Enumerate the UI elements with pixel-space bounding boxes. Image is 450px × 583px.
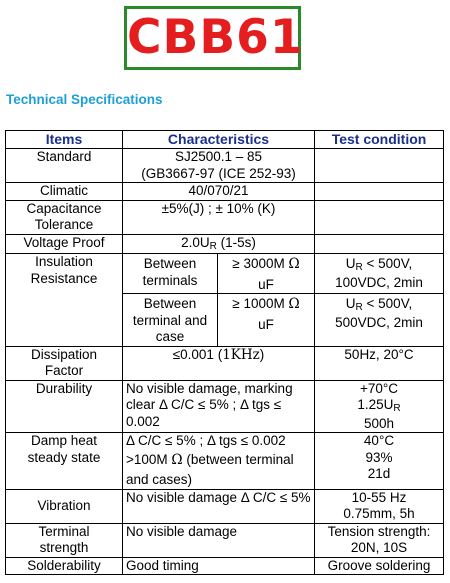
characteristics-cell: Good timing <box>123 557 315 575</box>
table-header-row <box>6 131 444 149</box>
item-line: Dissipation <box>30 346 98 362</box>
header-items: Items <box>6 131 123 149</box>
char-text: 1KHz <box>222 346 260 363</box>
test-cell <box>315 183 444 201</box>
characteristics-cell: No visible damage Δ C/C ≤ 5% <box>123 489 315 523</box>
item-cell <box>6 346 123 380</box>
test-line: 93% <box>365 449 393 465</box>
item-label: Standard <box>36 149 92 164</box>
item-line: Insulation <box>35 254 93 269</box>
table-row-insulation-1 <box>6 254 444 294</box>
test-line: 500VDC, 2min <box>335 314 423 330</box>
table-row-dissipation <box>6 346 444 380</box>
value-unit: uF <box>258 276 274 292</box>
subscript: R <box>209 240 217 252</box>
test-cell <box>315 149 444 183</box>
header-characteristics: Characteristics <box>123 131 315 149</box>
ohm-symbol: Ω <box>288 296 300 312</box>
characteristics-cell <box>123 149 315 183</box>
char-line: (GB3667-97 (ICE 252-93) <box>141 165 296 181</box>
char-text: >100M <box>126 451 172 467</box>
characteristics-cell: ±5%(J) ; ± 10% (K) <box>123 200 315 234</box>
test-line: 100VDC, 2min <box>335 274 423 290</box>
between-cell: Between terminal and case <box>123 294 218 347</box>
section-title: Technical Specifications <box>6 92 163 107</box>
test-line: +70°C <box>359 380 399 396</box>
test-line: 40°C <box>363 433 395 448</box>
spec-table <box>5 130 444 575</box>
test-cell <box>315 380 444 433</box>
item-cell: Climatic <box>6 183 123 201</box>
char-text: ≤0.001 ( <box>172 346 223 362</box>
test-text: < 500V, <box>362 256 413 271</box>
characteristics-cell <box>123 433 315 490</box>
resistance-value-cell <box>218 254 315 294</box>
table-row-standard <box>6 149 444 183</box>
char-line: Δ C/C ≤ 5% ; Δ tgs ≤ 0.002 <box>126 433 286 448</box>
char-line: SJ2500.1 – 85 <box>174 149 263 164</box>
char-text: 2.0U <box>181 234 210 250</box>
ohm-symbol: Ω <box>171 451 183 468</box>
value-text: ≥ 1000M <box>232 296 289 311</box>
table-row-damp-heat <box>6 433 444 490</box>
item-line: Damp heat <box>30 433 98 448</box>
characteristics-cell <box>123 346 315 380</box>
item-cell <box>6 523 123 557</box>
char-text: (between terminal and cases) <box>126 451 294 487</box>
test-cell <box>315 489 444 523</box>
item-cell <box>6 200 123 234</box>
test-text: < 500V, <box>362 296 413 311</box>
characteristics-cell: 40/070/21 <box>123 183 315 201</box>
test-line: 21d <box>367 466 391 481</box>
item-cell: Solderability <box>6 557 123 575</box>
table-row-solderability <box>6 557 444 575</box>
test-text: U <box>345 296 356 311</box>
test-cell <box>315 234 444 254</box>
item-line: Capacitance <box>26 200 102 216</box>
subscript: R <box>393 403 401 414</box>
item-cell <box>6 149 123 183</box>
between-cell: Between terminals <box>123 254 218 294</box>
test-line: 20N, 10S <box>350 540 408 555</box>
table-row-voltage-proof <box>6 234 444 254</box>
item-cell: Vibration <box>6 489 123 523</box>
test-line: 10-55 Hz <box>351 489 407 505</box>
test-line: Tension strength: <box>327 523 431 539</box>
test-text: 1.25U <box>357 397 394 412</box>
test-cell <box>315 294 444 347</box>
item-line: Factor <box>44 363 84 378</box>
item-line: Terminal <box>38 523 90 539</box>
table-row-terminal-strength <box>6 523 444 557</box>
table-row-vibration <box>6 489 444 523</box>
test-line: 500h <box>363 415 395 431</box>
test-cell <box>315 200 444 234</box>
subscript: R <box>355 262 363 273</box>
ohm-symbol: Ω <box>288 256 300 272</box>
subscript: R <box>355 302 363 313</box>
table-row-durability <box>6 380 444 433</box>
item-line: Tolerance <box>34 217 94 232</box>
item-line: steady state <box>27 449 101 465</box>
test-cell <box>315 433 444 490</box>
char-text: (1-5s) <box>216 234 256 250</box>
table-row-climatic <box>6 183 444 201</box>
value-text: ≥ 3000M <box>232 256 289 271</box>
item-cell <box>6 254 123 347</box>
item-cell <box>6 433 123 490</box>
test-text: U <box>345 256 356 271</box>
test-cell: Groove soldering <box>315 557 444 575</box>
table-row-capacitance <box>6 200 444 234</box>
logo-text: CBB61 <box>127 10 304 65</box>
resistance-value-cell <box>218 294 315 347</box>
char-text: ) <box>259 346 265 362</box>
characteristics-cell: No visible damage <box>123 523 315 557</box>
header-test-condition: Test condition <box>315 131 444 149</box>
test-cell <box>315 254 444 294</box>
item-cell: Durability <box>6 380 123 433</box>
value-unit: uF <box>258 316 274 332</box>
test-line: 0.75mm, 5h <box>343 506 415 521</box>
characteristics-cell: No visible damage, marking clear Δ C/C ≤ 5% ; Δ tgs ≤ 0.002 <box>123 380 315 433</box>
item-line: Resistance <box>30 270 98 286</box>
item-cell: Voltage Proof <box>6 234 123 254</box>
test-cell <box>315 523 444 557</box>
test-cell: 50Hz, 20°C <box>315 346 444 380</box>
product-logo <box>124 6 304 70</box>
item-line: strength <box>39 540 89 555</box>
characteristics-cell <box>123 234 315 254</box>
